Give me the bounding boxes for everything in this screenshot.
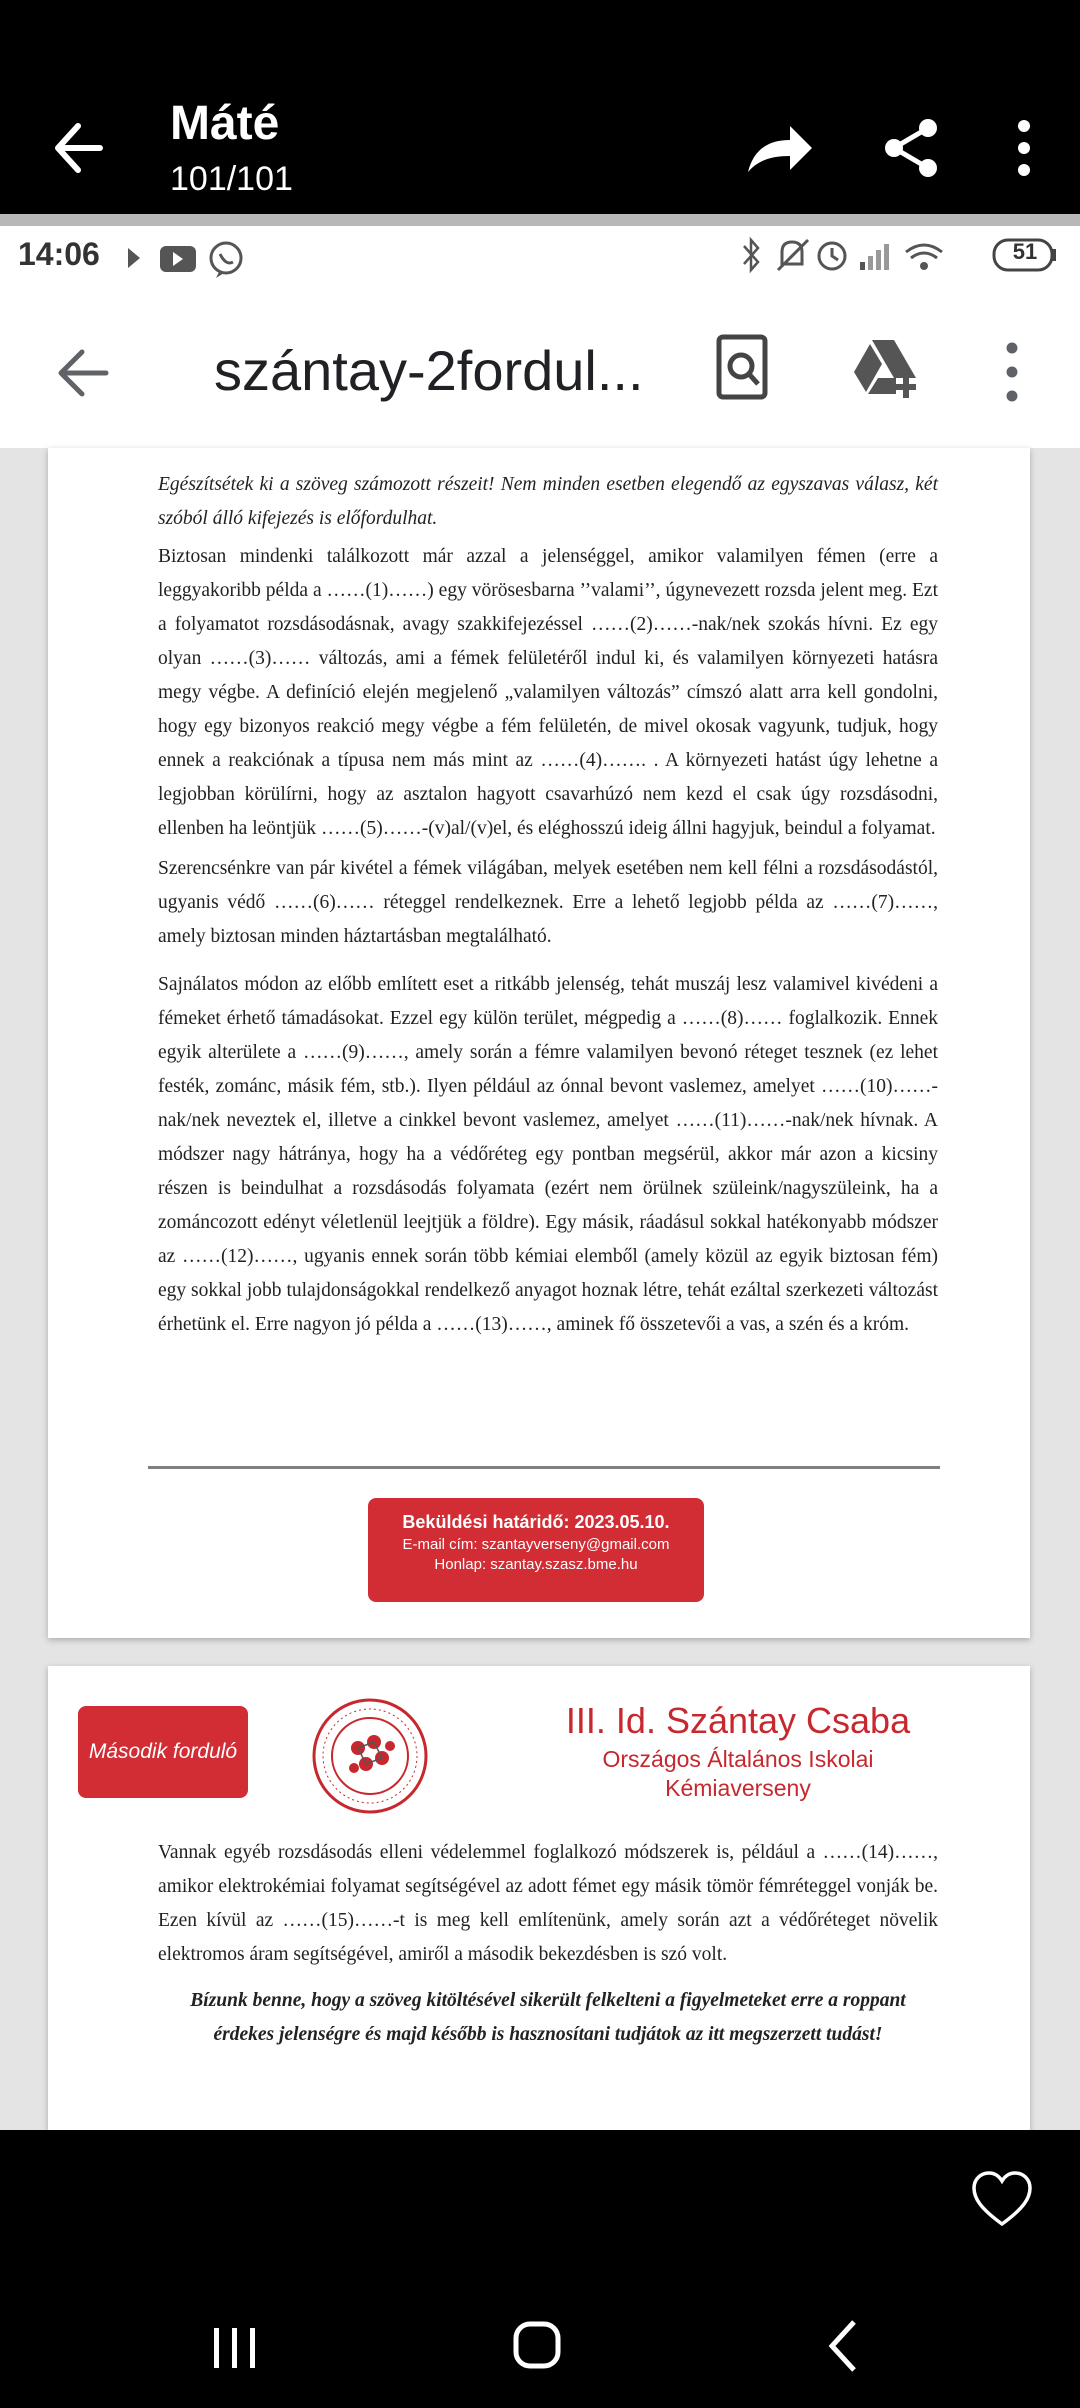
website-text: Honlap: szantay.szasz.bme.hu [434,1556,638,1573]
paragraph-2: Szerencsénkre van pár kivétel a fémek világában, melyek esetében nem kell félni a rozsdásodástól, ugyanis védő ……(6)…… réteggel rendelkeznek. Erre a lehető legjobb példa az ……(7)……, amely biztosan minden háztartásban megtalálható. [158,858,938,947]
signal-icon [860,244,889,270]
title-line-2: Országos Általános Iskolai [602,1746,874,1772]
search-document-icon[interactable] [716,334,768,406]
shared-screenshot [0,214,1080,2130]
viewer-top-bar [0,0,1080,214]
forward-icon[interactable] [742,118,816,178]
more-icon[interactable] [1000,340,1024,404]
email-text: E-mail cím: szantayverseny@gmail.com [402,1536,670,1553]
status-bar [0,226,1080,298]
play-icon [128,248,140,268]
notification-icons [122,238,272,278]
share-icon[interactable] [882,118,942,178]
more-icon[interactable] [1010,118,1038,178]
back-arrow-icon[interactable] [52,110,112,186]
pdf-page [48,1666,1030,2130]
add-to-drive-icon[interactable] [852,336,918,398]
battery-level: 51 [1012,239,1038,264]
divider [148,1466,940,1469]
status-time: 14:06 [18,236,100,272]
closing-text: Bízunk benne, hogy a szöveg kitöltésével sikerült felkelteni a figyelmeteket erre a roppant érdekes jelenségre és majd később is hasznosítani tudjátok az itt megszerzett tudást! [190,1990,906,2045]
round-badge: Második forduló [78,1706,248,1798]
title-line-3: Kémiaverseny [665,1775,811,1801]
bluetooth-icon [744,240,758,270]
competition-title [518,1700,958,1802]
paragraph-1: Biztosan mindenki találkozott már azzal a jelenséggel, amikor valamilyen fémen (erre a leggyakoribb példa a ……(1)……) egy vörösesbarna ’’valami’’, úgynevezett rozsda jelent meg. Ezt a folyamatot rozsdásodásnak, avagy szakkifejezéssel ……(2)……-nak/nek szokás hívni. Ez egy olyan ……(3)…… változás, ami a fémek felületéről indul ki, és valamilyen környezeti hatásra megy végbe. A definíció elején megjelenő „valamilyen változás” címszó alatt arra kell gondolni, hogy egy bizonyos reakció megy végbe a fém felületén, de mivel okosak vagyunk, tudjuk, hogy ennek a reakciónak a típusa nem más mint az ……(4)……. . A környezeti hatást úgy lehetne a legjobban körülírni, hogy az asztalon hagyott csavarhúzó nem kezd el csak úgy rozsdásodni, ellenben ha leöntjük ……(5)……-(v)al/(v)el, és eléghosszú ideig állni hagyjuk, beindul a folyamat. [158,546,938,839]
title-line-1: III. Id. Szántay Csaba [565,1700,911,1741]
instruction-text: Egészítsétek ki a szöveg számozott részeit! Nem minden esetben elegendő az egyszavas válasz, két szóból álló kifejezés is előfordulhat. [158,474,938,529]
alarm-icon [819,243,845,269]
paragraph-3: Sajnálatos módon az előbb említett eset a ritkább jelenség, tehát muszáj lesz valamivel kivédeni a fémeket érhető támadásokat. Ezzel egy külön terület, mégpedig a ……(8)…… foglalkozik. Ennek egyik alterülete a ……(9)……, amely során a fémre valamilyen bevonó réteget tesznek (ez lehet festék, zománc, másik fém, stb.). Ilyen például az ónnal bevont vaslemez, amelyet ……(10)……-nak/nek neveztek el, illetve a cinkkel bevont vaslemez, amelyet ……(11)……-nak/nek hívnak. A módszer nagy hátránya, hogy ha a védőréteg egy pontban megsérül, akkor már azon a kicsiny részen is beindulhat a rozsdásodás folyamata (ezért nem örülnek szüleink/nagyszüleink, ha a zománcozott edényt véletlenül leejtjük a földre). Egy másik, ráadásul sokkal hatékonyabb módszer az ……(12)……, ugyanis ennek során több kémiai elemből (amely közül az egyik biztosan fém) egy sokkal jobb tulajdonságokkal rendelkező anyagot hoznak létre, tehát ezáltal szerkezeti változást érhetünk el. Erre nagyon jó példa a ……(13)……, aminek fő összetevői a vas, a szén és a króm. [158,974,938,1335]
mute-icon [778,240,808,270]
deadline-box [368,1498,704,1602]
wifi-icon [906,245,942,270]
heart-icon[interactable] [970,2170,1034,2228]
home-icon[interactable] [512,2320,562,2370]
viewer-counter: 101/101 [170,160,293,198]
paragraph-4: Vannak egyéb rozsdásodás elleni védelemmel foglalkozó módszerek is, például a ……(14)……, amikor elektrokémiai folyamat segítségével az adott fémet egy másik tömör fémréteggel vonják be. Ezen kívül az ……(15)……-t is meg kell említenünk, amely során azt a védőréteget növelik elektromos áram segítségével, amiről a második bekezdésben is szó volt. [158,1842,938,1965]
document-title: szántay-2fordul... [214,339,644,402]
nav-back-icon[interactable] [826,2318,858,2374]
recent-apps-icon[interactable] [210,2326,260,2370]
deadline-text: Beküldési határidő: 2023.05.10. [402,1512,670,1532]
back-arrow-icon[interactable] [56,346,110,400]
youtube-icon [160,246,196,272]
app-bar [0,298,1080,448]
pdf-viewer[interactable] [0,448,1080,2130]
divider [0,214,1080,226]
pdf-page [48,448,1030,1638]
competition-seal-logo [310,1696,430,1816]
viber-icon [211,243,241,278]
viewer-title: Máté [170,97,280,150]
